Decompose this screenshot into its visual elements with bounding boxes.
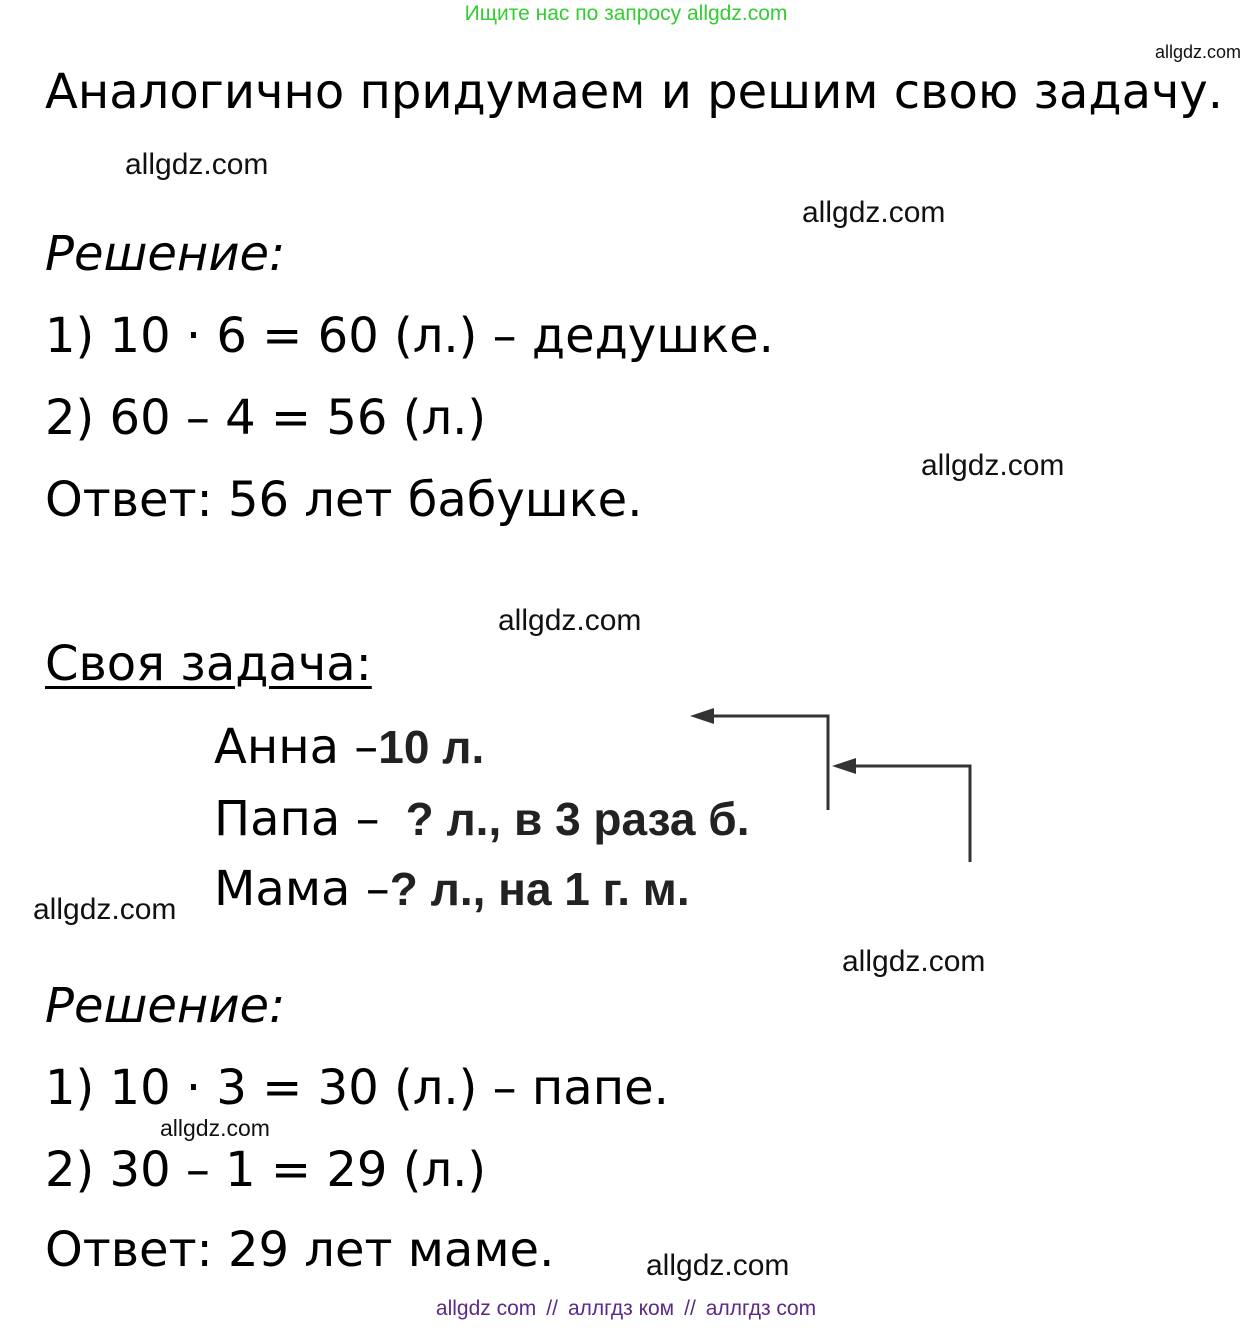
watermark: allgdz.com [125, 148, 269, 181]
solution-1-answer: Ответ: 56 лет бабушке. [45, 472, 643, 528]
solution-2-answer: Ответ: 29 лет маме. [45, 1222, 555, 1278]
scheme-value: ? л., на 1 г. м. [389, 863, 690, 915]
scheme-name: Мама – [214, 861, 390, 917]
scheme-row-mama [214, 861, 690, 917]
footer [0, 1297, 1252, 1321]
arrowhead-papa [832, 758, 856, 774]
scheme-value: 10 л. [378, 721, 485, 773]
arrowhead-anna [690, 708, 714, 724]
scheme-row-anna [214, 719, 484, 775]
watermark: allgdz.com [646, 1249, 790, 1282]
scheme-value: ? л., в 3 раза б. [405, 793, 750, 845]
relation-arrows [680, 700, 1000, 880]
scheme-row-papa [214, 791, 749, 847]
solution-1-step-2: 2) 60 – 4 = 56 (л.) [45, 390, 487, 446]
watermark: allgdz.com [921, 449, 1065, 482]
footer-link[interactable]: аллгдз ком [567, 1297, 675, 1320]
watermark: allgdz.com [33, 893, 177, 926]
scheme-name: Анна – [214, 719, 379, 775]
watermark: allgdz.com [1155, 42, 1242, 62]
page-heading: Аналогично придумаем и решим свою задачу. [45, 64, 1224, 120]
footer-separator: // [684, 1297, 696, 1320]
footer-separator: // [546, 1297, 558, 1320]
footer-link[interactable]: аллгдз com [705, 1297, 817, 1320]
arrow-papa-to-anna [710, 716, 828, 810]
solution-2-step-2: 2) 30 – 1 = 29 (л.) [45, 1142, 487, 1198]
solution-1-title: Решение: [45, 226, 286, 282]
watermark: allgdz.com [802, 196, 946, 229]
scheme-name: Папа – [214, 791, 380, 847]
watermark: allgdz.com [842, 945, 986, 978]
solution-1-step-1: 1) 10 · 6 = 60 (л.) – дедушке. [45, 308, 774, 364]
top-banner[interactable]: Ищите нас по запросу allgdz.com [464, 2, 788, 25]
watermark: allgdz.com [160, 1115, 270, 1141]
arrow-mama-to-papa [850, 766, 970, 862]
watermark: allgdz.com [498, 604, 642, 637]
solution-2-title: Решение: [45, 978, 286, 1034]
solution-2-step-1: 1) 10 · 3 = 30 (л.) – папе. [45, 1060, 669, 1116]
own-task-title: Своя задача: [45, 636, 372, 692]
footer-link[interactable]: allgdz com [435, 1297, 537, 1320]
